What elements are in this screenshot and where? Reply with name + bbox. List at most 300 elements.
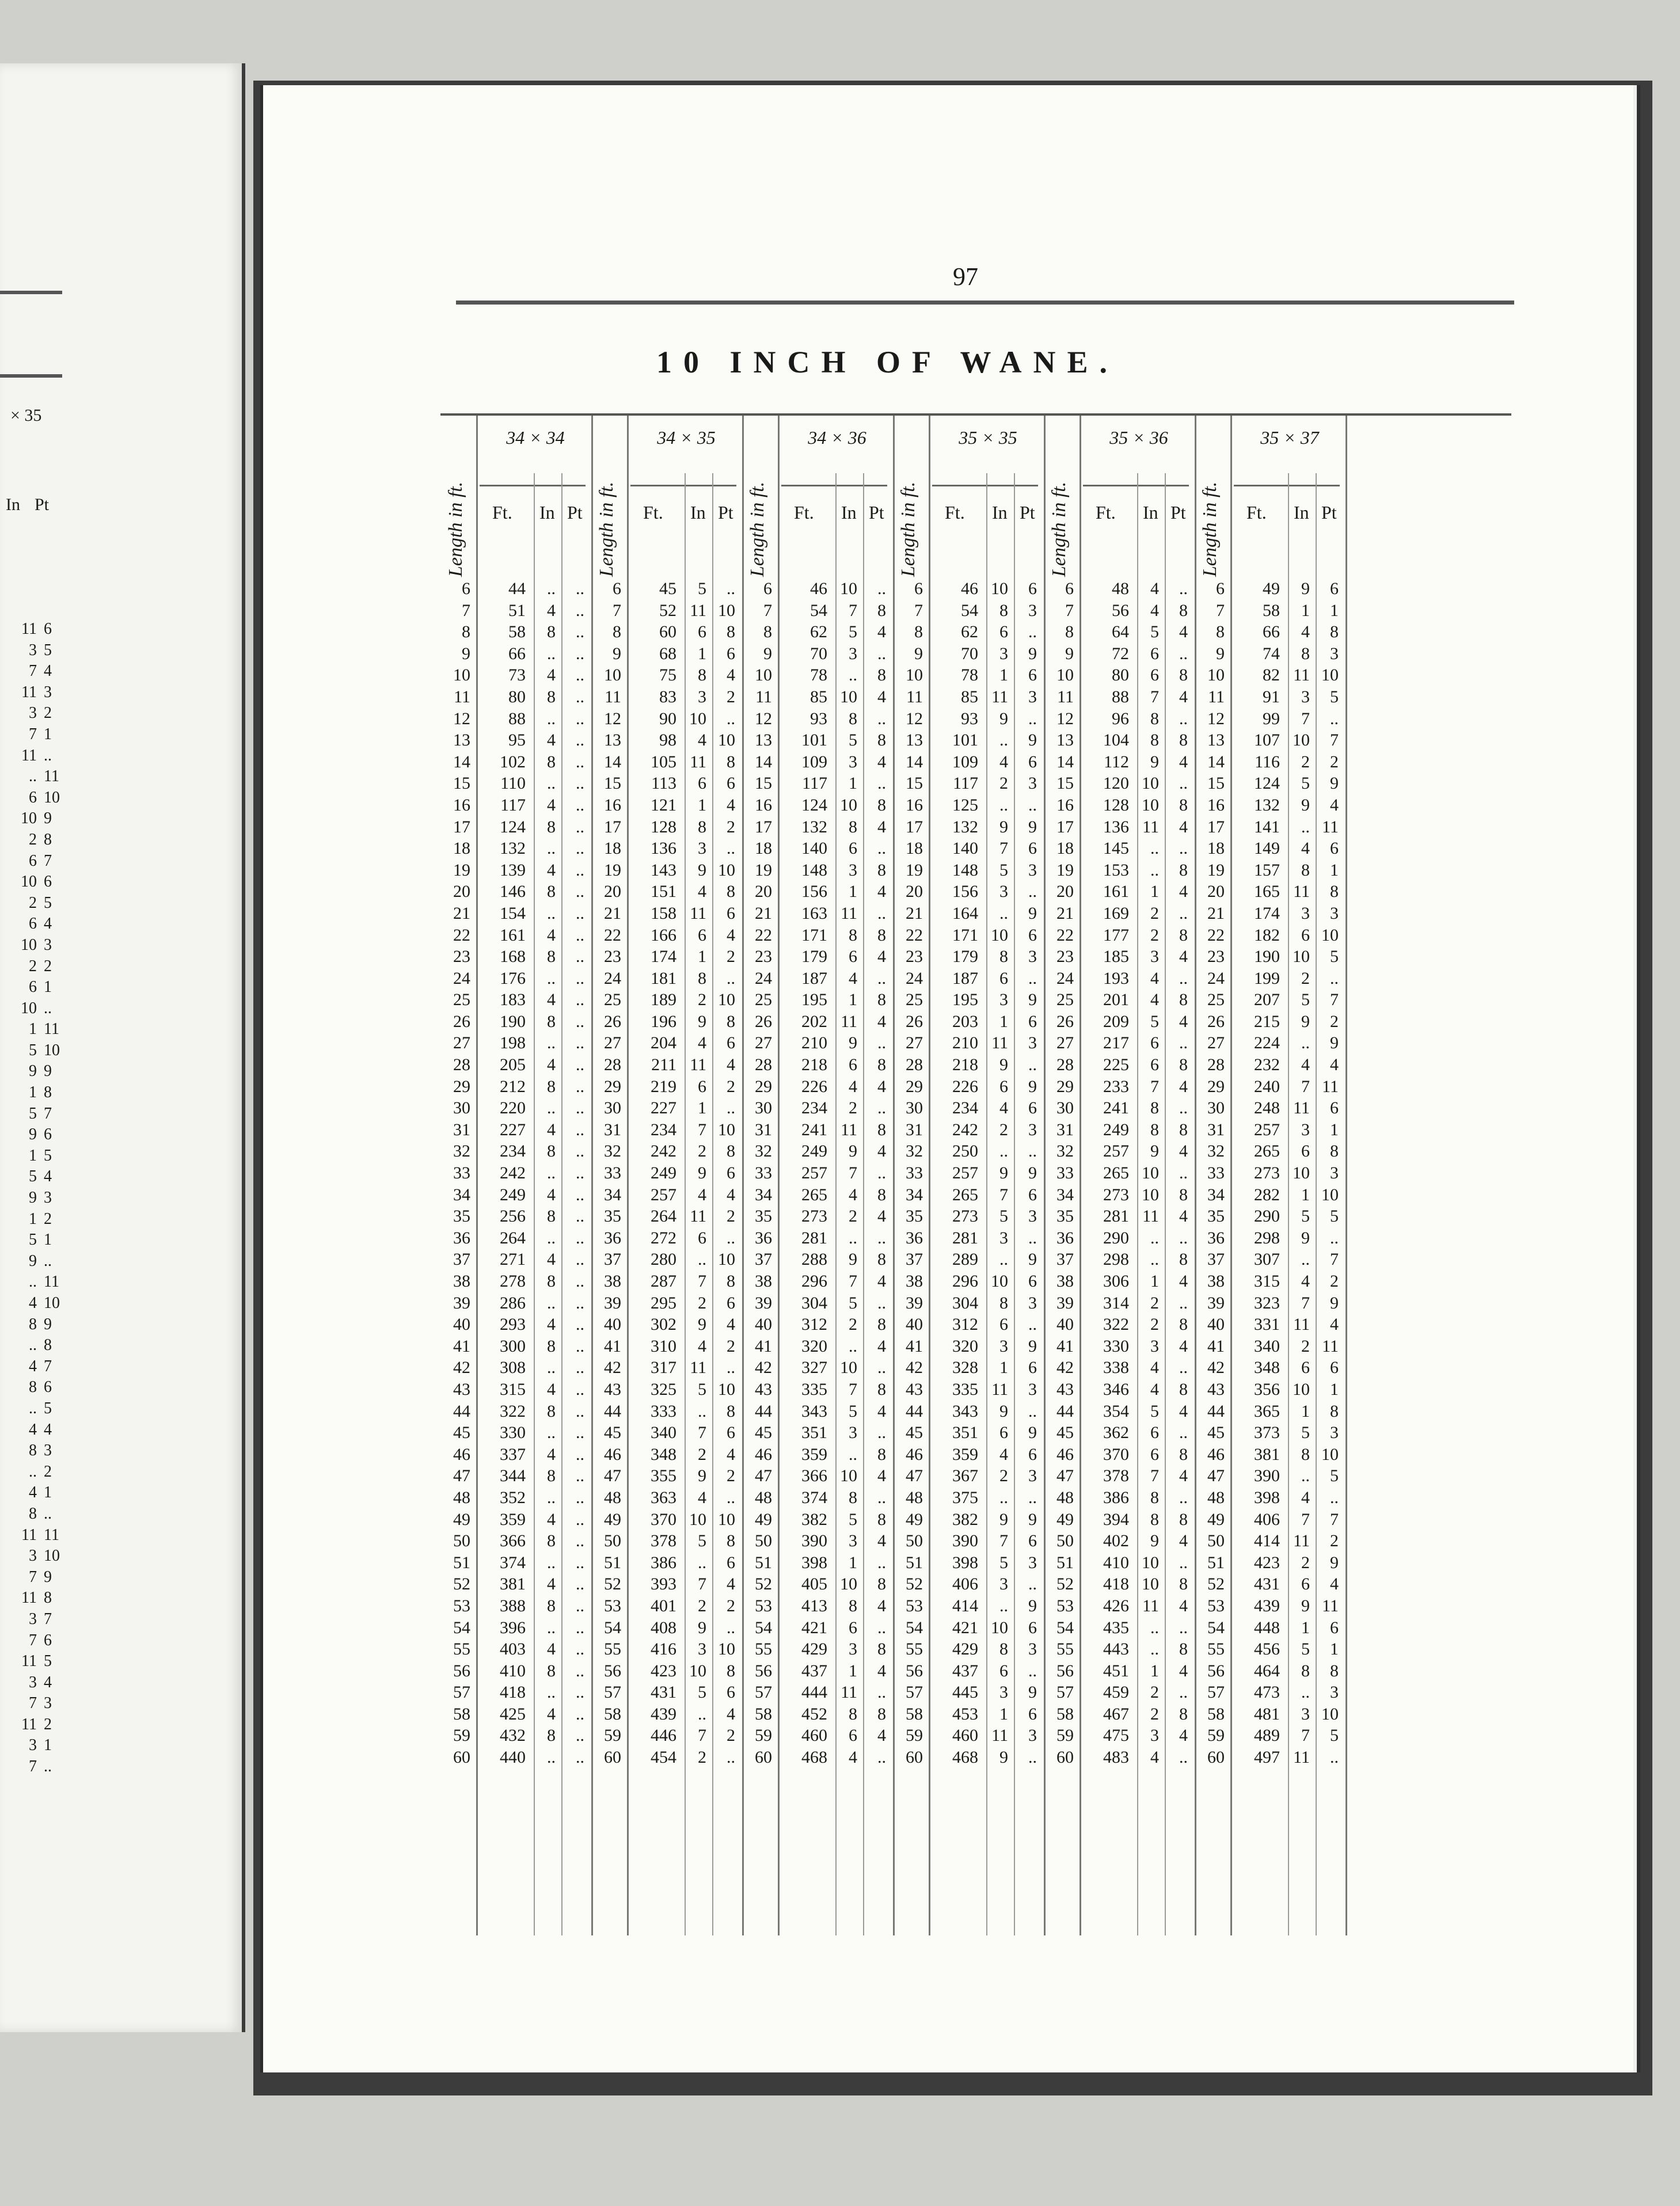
inches-value: 8 <box>547 1011 556 1031</box>
inches-value: 8 <box>1301 860 1310 880</box>
feet-value: 414 <box>1254 1531 1280 1551</box>
length-value: 38 <box>1056 1272 1074 1291</box>
feet-value: 418 <box>500 1683 526 1702</box>
feet-value: 124 <box>1254 774 1280 793</box>
length-value: 16 <box>604 795 621 815</box>
length-value: 34 <box>906 1185 923 1204</box>
length-value: 51 <box>755 1553 772 1572</box>
feet-value: 136 <box>651 839 676 858</box>
parts-value: 3 <box>1028 1033 1037 1053</box>
length-value: 31 <box>755 1120 772 1139</box>
left-in-value: .. <box>29 1399 37 1417</box>
inches-value: 6 <box>1150 1423 1159 1443</box>
length-value: 13 <box>755 731 772 750</box>
left-table-row <box>12 1251 69 1272</box>
parts-value: 6 <box>1330 839 1339 858</box>
parts-value: 2 <box>1330 752 1339 771</box>
inches-value: 8 <box>849 925 857 945</box>
left-table-row <box>12 998 69 1020</box>
length-value: 56 <box>604 1661 621 1680</box>
inches-value: 4 <box>547 860 556 880</box>
feet-value: 205 <box>500 1055 526 1075</box>
inches-value: 3 <box>999 644 1008 663</box>
left-in-value: 5 <box>29 1167 37 1186</box>
left-in-value: 6 <box>29 978 37 996</box>
inches-value: 8 <box>698 968 706 988</box>
feet-value: 362 <box>1103 1423 1129 1443</box>
feet-value: 460 <box>801 1726 827 1745</box>
inches-value: 5 <box>1150 1401 1159 1421</box>
length-value: 23 <box>1056 947 1074 967</box>
board-measure-table <box>440 413 1511 1935</box>
feet-value: 149 <box>1254 839 1280 858</box>
inches-value: .. <box>547 709 556 728</box>
parts-value: 8 <box>877 860 886 880</box>
inches-value: 8 <box>999 1640 1008 1659</box>
length-value: 51 <box>1207 1553 1225 1572</box>
length-value: 42 <box>755 1358 772 1378</box>
inches-value: 4 <box>698 731 706 750</box>
parts-value: 10 <box>718 1379 735 1399</box>
feet-value: 416 <box>651 1640 676 1659</box>
length-value: 8 <box>914 622 923 642</box>
inches-value: 7 <box>1150 1466 1159 1486</box>
length-value: 32 <box>604 1142 621 1161</box>
feet-value: 75 <box>659 665 676 685</box>
length-value: 37 <box>1207 1250 1225 1269</box>
feet-value: 351 <box>801 1423 827 1443</box>
parts-value: 8 <box>877 1055 886 1075</box>
feet-value: 300 <box>500 1336 526 1356</box>
feet-value: 124 <box>801 795 827 815</box>
feet-value: 102 <box>500 752 526 771</box>
feet-value: 226 <box>952 1077 978 1096</box>
feet-value: 46 <box>810 579 827 598</box>
length-value: 19 <box>906 860 923 880</box>
length-value: 11 <box>755 687 772 706</box>
feet-value: 193 <box>1103 968 1129 988</box>
parts-value: 8 <box>877 1379 886 1399</box>
feet-value: 51 <box>508 600 526 620</box>
feet-value: 388 <box>500 1596 526 1615</box>
parts-value: 4 <box>727 925 735 945</box>
parts-value: .. <box>1179 644 1188 663</box>
length-header: Length in ft. <box>1199 481 1221 577</box>
parts-value: .. <box>1179 968 1188 988</box>
parts-value: 6 <box>727 1293 735 1313</box>
parts-value: 8 <box>1179 990 1188 1010</box>
parts-value: 4 <box>877 817 886 836</box>
group-rule <box>480 485 586 486</box>
length-header: Length in ft. <box>747 481 768 577</box>
length-value: 16 <box>906 795 923 815</box>
length-value: 53 <box>1207 1596 1225 1615</box>
inches-value: 10 <box>1142 1553 1159 1572</box>
length-value: 25 <box>906 990 923 1010</box>
parts-value: 6 <box>727 644 735 663</box>
group-header <box>480 416 591 548</box>
inches-value: 2 <box>1301 752 1310 771</box>
length-value: 14 <box>906 752 923 771</box>
length-value: 54 <box>1056 1618 1074 1637</box>
feet-value: 132 <box>500 839 526 858</box>
inches-value: 11 <box>1142 817 1159 836</box>
parts-value: .. <box>1028 1228 1037 1247</box>
inches-value: 4 <box>547 1315 556 1334</box>
parts-value: 2 <box>727 1596 735 1615</box>
length-value: 39 <box>604 1293 621 1313</box>
length-value: 17 <box>604 817 621 836</box>
parts-value: 6 <box>727 1033 735 1053</box>
parts-value: 9 <box>1028 1163 1037 1183</box>
parts-value: 2 <box>727 947 735 967</box>
length-value: 55 <box>906 1640 923 1659</box>
parts-value: 1 <box>1330 860 1339 880</box>
parts-value: 6 <box>1028 925 1037 945</box>
parts-value: .. <box>1330 709 1339 728</box>
length-value: 53 <box>453 1596 470 1615</box>
feet-value: 481 <box>1254 1704 1280 1724</box>
parts-value: 4 <box>727 1574 735 1594</box>
parts-value: 6 <box>1330 1358 1339 1378</box>
length-value: 9 <box>613 644 621 663</box>
left-table-row <box>12 1209 69 1230</box>
parts-value: 8 <box>1179 665 1188 685</box>
feet-value: 386 <box>1103 1488 1129 1507</box>
inches-value: 7 <box>849 1379 857 1399</box>
left-in-value: 8 <box>29 1504 37 1523</box>
feet-value: 166 <box>651 925 676 945</box>
length-value: 19 <box>453 860 470 880</box>
length-value: 54 <box>906 1618 923 1637</box>
left-in-value: 1 <box>29 1020 37 1039</box>
inches-value: 8 <box>547 882 556 902</box>
left-pt-value: 2 <box>44 957 52 975</box>
length-value: 18 <box>1056 839 1074 858</box>
parts-value: .. <box>576 839 584 858</box>
feet-value: 189 <box>651 990 676 1010</box>
length-value: 36 <box>1207 1228 1225 1247</box>
feet-value: 187 <box>801 968 827 988</box>
length-value: 33 <box>755 1163 772 1183</box>
length-value: 29 <box>755 1077 772 1096</box>
feet-value: 374 <box>500 1553 526 1572</box>
length-value: 47 <box>755 1466 772 1486</box>
parts-value: 4 <box>1179 947 1188 967</box>
inches-value: 9 <box>999 1055 1008 1075</box>
parts-value: 7 <box>1330 990 1339 1010</box>
length-value: 32 <box>1207 1142 1225 1161</box>
feet-value: 72 <box>1112 644 1129 663</box>
parts-value: 8 <box>877 1315 886 1334</box>
feet-value: 242 <box>651 1142 676 1161</box>
top-rule <box>456 301 1514 305</box>
length-value: 28 <box>906 1055 923 1075</box>
left-table-row <box>12 1567 69 1588</box>
feet-value: 293 <box>500 1315 526 1334</box>
length-value: 18 <box>604 839 621 858</box>
length-value: 48 <box>453 1488 470 1507</box>
parts-value: 8 <box>877 1444 886 1464</box>
length-value: 10 <box>1207 665 1225 685</box>
feet-value: 382 <box>801 1509 827 1529</box>
inches-value: 3 <box>999 1336 1008 1356</box>
parts-value: 8 <box>1330 1142 1339 1161</box>
parts-value: 8 <box>1179 1640 1188 1659</box>
left-table-row <box>12 1019 69 1040</box>
left-pt-value: 9 <box>44 1568 52 1586</box>
parts-value: 8 <box>727 1531 735 1551</box>
feet-value: 443 <box>1103 1640 1129 1659</box>
length-value: 17 <box>755 817 772 836</box>
feet-value: 161 <box>1103 882 1129 902</box>
feet-value: 322 <box>500 1401 526 1421</box>
inches-value: 5 <box>999 1207 1008 1226</box>
length-value: 6 <box>462 579 470 598</box>
feet-value: 46 <box>961 579 978 598</box>
length-value: 27 <box>1056 1033 1074 1053</box>
parts-value: .. <box>877 1488 886 1507</box>
length-value: 34 <box>453 1185 470 1204</box>
feet-value: 343 <box>952 1401 978 1421</box>
length-value: 59 <box>1056 1726 1074 1745</box>
length-value: 51 <box>604 1553 621 1572</box>
left-pt-value: 3 <box>44 1189 52 1207</box>
feet-value: 265 <box>1103 1163 1129 1183</box>
length-value: 54 <box>755 1618 772 1637</box>
length-value: 27 <box>1207 1033 1225 1053</box>
length-value: 12 <box>1056 709 1074 728</box>
parts-value: .. <box>576 687 584 706</box>
group-size-label: 34 × 34 <box>506 427 565 448</box>
inches-value: 9 <box>999 1748 1008 1767</box>
feet-value: 437 <box>952 1661 978 1680</box>
length-value: 55 <box>1056 1640 1074 1659</box>
parts-value: 6 <box>1330 1098 1339 1118</box>
inches-value: 10 <box>840 1466 857 1486</box>
left-table-row <box>12 830 69 851</box>
feet-value: 174 <box>1254 903 1280 923</box>
left-pt-value: 8 <box>44 1589 52 1607</box>
parts-value: .. <box>576 731 584 750</box>
inches-value: 5 <box>698 1379 706 1399</box>
feet-value: 333 <box>651 1401 676 1421</box>
inches-value: 11 <box>690 903 706 923</box>
inches-value: .. <box>1301 817 1310 836</box>
inches-value: 2 <box>698 1293 706 1313</box>
length-value: 17 <box>453 817 470 836</box>
inches-value: 8 <box>547 1596 556 1615</box>
length-value: 35 <box>604 1207 621 1226</box>
length-value: 13 <box>1056 731 1074 750</box>
left-in-value: 6 <box>29 788 37 807</box>
feet-value: 242 <box>952 1120 978 1139</box>
length-value: 51 <box>906 1553 923 1572</box>
parts-column <box>1015 578 1037 1768</box>
group-size-label: 34 × 36 <box>808 427 866 448</box>
inches-value: 7 <box>849 600 857 620</box>
inches-value: 11 <box>690 1055 706 1075</box>
inches-value: 4 <box>1301 839 1310 858</box>
inches-value: 11 <box>1293 1315 1310 1334</box>
length-value: 37 <box>755 1250 772 1269</box>
parts-value: .. <box>877 1033 886 1053</box>
inches-value: 8 <box>547 752 556 771</box>
parts-value: 6 <box>727 774 735 793</box>
length-column <box>591 578 621 1768</box>
feet-value: 176 <box>500 968 526 988</box>
inches-value: .. <box>1150 860 1159 880</box>
length-value: 44 <box>906 1401 923 1421</box>
parts-value: .. <box>576 1726 584 1745</box>
feet-value: 215 <box>1254 1011 1280 1031</box>
group-size-label: 35 × 35 <box>959 427 1017 448</box>
feet-value: 187 <box>952 968 978 988</box>
group-rule <box>932 485 1038 486</box>
length-value: 50 <box>906 1531 923 1551</box>
feet-value: 257 <box>1254 1120 1280 1139</box>
feet-value: 195 <box>952 990 978 1010</box>
feet-value: 314 <box>1103 1293 1129 1313</box>
inches-value: 6 <box>849 1618 857 1637</box>
parts-value: 9 <box>1028 903 1037 923</box>
group-header <box>1234 416 1345 548</box>
inches-value: 10 <box>689 1661 706 1680</box>
length-value: 60 <box>604 1748 621 1767</box>
parts-value: 4 <box>727 1055 735 1075</box>
feet-value: 93 <box>961 709 978 728</box>
parts-value: 4 <box>877 687 886 706</box>
inches-value: 4 <box>1150 1748 1159 1767</box>
pt-subheader: Pt <box>1321 502 1337 523</box>
parts-value: 4 <box>877 1596 886 1615</box>
pt-subheader: Pt <box>1020 502 1035 523</box>
length-value: 30 <box>1056 1098 1074 1118</box>
feet-value: 249 <box>500 1185 526 1204</box>
parts-value: 9 <box>1028 1423 1037 1443</box>
inches-value: 9 <box>698 1315 706 1334</box>
length-value: 9 <box>1065 644 1074 663</box>
inches-value: 5 <box>849 731 857 750</box>
left-in-value: 3 <box>29 641 37 659</box>
length-value: 27 <box>604 1033 621 1053</box>
left-pt-value: 5 <box>44 1399 52 1417</box>
length-value: 32 <box>453 1142 470 1161</box>
parts-value: 4 <box>877 1336 886 1356</box>
inches-value: 9 <box>698 1618 706 1637</box>
length-value: 48 <box>755 1488 772 1507</box>
inches-value: 3 <box>999 1683 1008 1702</box>
length-value: 26 <box>453 1011 470 1031</box>
length-value: 14 <box>604 752 621 771</box>
inches-value: 4 <box>547 600 556 620</box>
feet-value: 335 <box>801 1379 827 1399</box>
inches-value: .. <box>1301 1683 1310 1702</box>
feet-value: 165 <box>1254 882 1280 902</box>
length-value: 36 <box>755 1228 772 1247</box>
inches-value: 10 <box>991 579 1008 598</box>
length-value: 8 <box>613 622 621 642</box>
feet-column <box>478 578 526 1768</box>
length-value: 25 <box>1207 990 1225 1010</box>
feet-value: 460 <box>952 1726 978 1745</box>
inches-value: 3 <box>999 1228 1008 1247</box>
length-value: 14 <box>453 752 470 771</box>
inches-value: 9 <box>1150 752 1159 771</box>
feet-value: 328 <box>952 1358 978 1378</box>
length-value: 41 <box>1056 1336 1074 1356</box>
feet-value: 120 <box>1103 774 1129 793</box>
inches-value: 3 <box>999 990 1008 1010</box>
length-value: 56 <box>906 1661 923 1680</box>
inches-value: 1 <box>1301 600 1310 620</box>
feet-value: 356 <box>1254 1379 1280 1399</box>
left-in-value: 6 <box>29 915 37 933</box>
feet-value: 475 <box>1103 1726 1129 1745</box>
parts-value: .. <box>1179 903 1188 923</box>
feet-value: 359 <box>952 1444 978 1464</box>
length-value: 6 <box>763 579 772 598</box>
inches-value: 8 <box>1150 1488 1159 1507</box>
parts-value: 4 <box>1179 1272 1188 1291</box>
feet-value: 234 <box>500 1142 526 1161</box>
inches-value: 6 <box>999 1423 1008 1443</box>
left-pt-value: 5 <box>44 1146 52 1165</box>
inches-value: 3 <box>849 644 857 663</box>
parts-value: .. <box>576 1163 584 1183</box>
inches-value: 8 <box>1150 709 1159 728</box>
length-value: 34 <box>604 1185 621 1204</box>
inches-value: .. <box>849 665 857 685</box>
feet-value: 468 <box>801 1748 827 1767</box>
parts-value: 8 <box>727 1142 735 1161</box>
parts-value: .. <box>1179 1423 1188 1443</box>
inches-value: 10 <box>991 925 1008 945</box>
parts-value: 3 <box>1028 1726 1037 1745</box>
parts-value: 2 <box>1330 1011 1339 1031</box>
inches-value: .. <box>547 1033 556 1053</box>
length-column <box>1044 578 1074 1768</box>
length-value: 43 <box>755 1379 772 1399</box>
inches-value: 10 <box>991 1272 1008 1291</box>
left-pt-value: 10 <box>44 1547 60 1565</box>
parts-value: .. <box>576 1401 584 1421</box>
column-rule <box>778 416 780 1935</box>
parts-value: .. <box>1179 1163 1188 1183</box>
length-value: 47 <box>453 1466 470 1486</box>
inches-value: 1 <box>1301 1401 1310 1421</box>
feet-value: 181 <box>651 968 676 988</box>
inches-value: .. <box>547 1358 556 1378</box>
inches-value: 2 <box>849 1315 857 1334</box>
length-value: 50 <box>1056 1531 1074 1551</box>
parts-value: 8 <box>1330 1661 1339 1680</box>
left-in-value: 5 <box>29 1231 37 1249</box>
left-pt-value: 2 <box>44 704 52 722</box>
inches-value: 3 <box>1301 1704 1310 1724</box>
length-value: 19 <box>1056 860 1074 880</box>
length-value: 39 <box>1056 1293 1074 1313</box>
inches-value: 4 <box>698 1336 706 1356</box>
parts-value: 8 <box>877 731 886 750</box>
column-rule <box>1080 416 1081 1935</box>
left-pt-value: 5 <box>44 893 52 912</box>
parts-value: 3 <box>1028 1207 1037 1226</box>
left-in-value: 9 <box>29 1125 37 1144</box>
inches-value: 8 <box>849 1704 857 1724</box>
feet-value: 330 <box>500 1423 526 1443</box>
inches-value: 7 <box>1301 709 1310 728</box>
